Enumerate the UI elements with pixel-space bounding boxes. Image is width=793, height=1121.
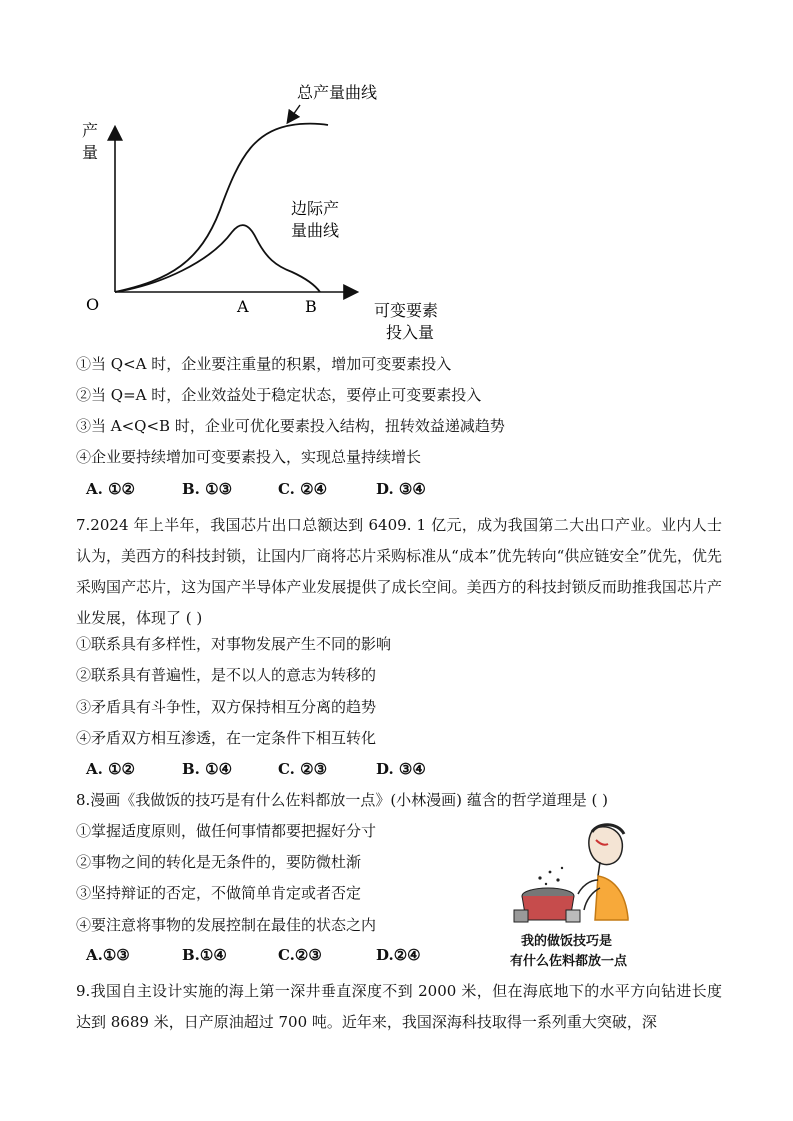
q7-item-2: ②联系具有普遍性，是不以人的意志为转移的 <box>76 666 377 684</box>
y-label-2: 量 <box>82 143 99 162</box>
q9-stem: 9.我国自主设计实施的海上第一深井垂直深度不到 2000 米，但在海底地下的水平方向钻进长度达到 8689 米，日产原油超过 700 吨。近年来，我国深海科技取得一系列重大突破，深 <box>76 982 722 1031</box>
cartoon-caption-2: 有什么佐料都放一点 <box>510 954 628 969</box>
q6-item-4: ④企业要持续增加可变要素投入，实现总量持续增长 <box>76 448 422 466</box>
q7-item-4: ④矛盾双方相互渗透，在一定条件下相互转化 <box>76 729 377 747</box>
q8-option-c[interactable]: C.②③ <box>278 946 322 964</box>
point-b-label: B <box>305 297 317 316</box>
q7-option-d[interactable]: D. ③④ <box>376 760 426 778</box>
x-label-1: 可变要素 <box>374 301 439 320</box>
q6-option-a[interactable]: A. ①② <box>86 480 135 498</box>
q8-option-a[interactable]: A.①③ <box>86 946 130 964</box>
point-a-label: A <box>237 297 249 316</box>
marginal-product-curve <box>115 225 320 292</box>
q7-item-1: ①联系具有多样性，对事物发展产生不同的影响 <box>76 635 392 653</box>
q6-item-2: ②当 Q=A 时，企业效益处于稳定状态，要停止可变要素投入 <box>76 386 482 404</box>
marginal-label-2: 量曲线 <box>291 221 340 240</box>
total-curve-pointer <box>288 105 300 122</box>
q6-option-c[interactable]: C. ②④ <box>278 480 328 498</box>
q7-stem: 7.2024 年上半年，我国芯片出口总额达到 6409. 1 亿元，成为我国第二大出口产业。业内人士认为，美西方的科技封锁，让国内厂商将芯片采购标准从“成本”优先转向“供应链安全”优先，优先采购国产芯片，这为国产半导体产业发展提供了成长空间。美西方的科技封锁反而助推我国芯片产业发展，体现了 ( ) <box>76 516 722 627</box>
y-label-1: 产 <box>82 121 99 140</box>
q8-item-3: ③坚持辩证的否定，不做简单肯定或者否定 <box>76 884 362 902</box>
q6-option-b[interactable]: B. ①③ <box>182 480 233 498</box>
origin-label: O <box>86 295 100 314</box>
production-curve-figure <box>0 0 793 350</box>
q6-item-1: ①当 Q<A 时，企业要注重量的积累，增加可变要素投入 <box>76 355 452 373</box>
q6-options <box>86 480 426 498</box>
q8-stem: 8.漫画《我做饭的技巧是有什么佐料都放一点》(小林漫画) 蕴含的哲学道理是 ( ) <box>76 791 609 809</box>
total-curve-label: 总产量曲线 <box>297 83 378 102</box>
q8-option-d[interactable]: D.②④ <box>376 946 421 964</box>
q7-option-a[interactable]: A. ①② <box>86 760 135 778</box>
x-label-2: 投入量 <box>386 323 435 342</box>
q8-item-4: ④要注意将事物的发展控制在最佳的状态之内 <box>76 916 377 934</box>
q6-option-d[interactable]: D. ③④ <box>376 480 426 498</box>
q8-options <box>86 946 421 964</box>
q8-item-1: ①掌握适度原则，做任何事情都要把握好分寸 <box>76 822 377 840</box>
q7-option-b[interactable]: B. ①④ <box>182 760 233 778</box>
cartoon-cook-figure <box>578 825 628 920</box>
q7-options <box>86 760 426 778</box>
q7-item-3: ③矛盾具有斗争性，双方保持相互分离的趋势 <box>76 698 377 716</box>
cartoon-pot <box>514 867 580 922</box>
q7-option-c[interactable]: C. ②③ <box>278 760 328 778</box>
q8-option-b[interactable]: B.①④ <box>182 946 227 964</box>
marginal-label-1: 边际产 <box>291 199 340 218</box>
q8-item-2: ②事物之间的转化是无条件的，要防微杜渐 <box>76 853 362 871</box>
q6-item-3: ③当 A<Q<B 时，企业可优化要素投入结构，扭转效益递减趋势 <box>76 417 505 435</box>
cartoon-caption-1: 我的做饭技巧是 <box>521 934 613 949</box>
